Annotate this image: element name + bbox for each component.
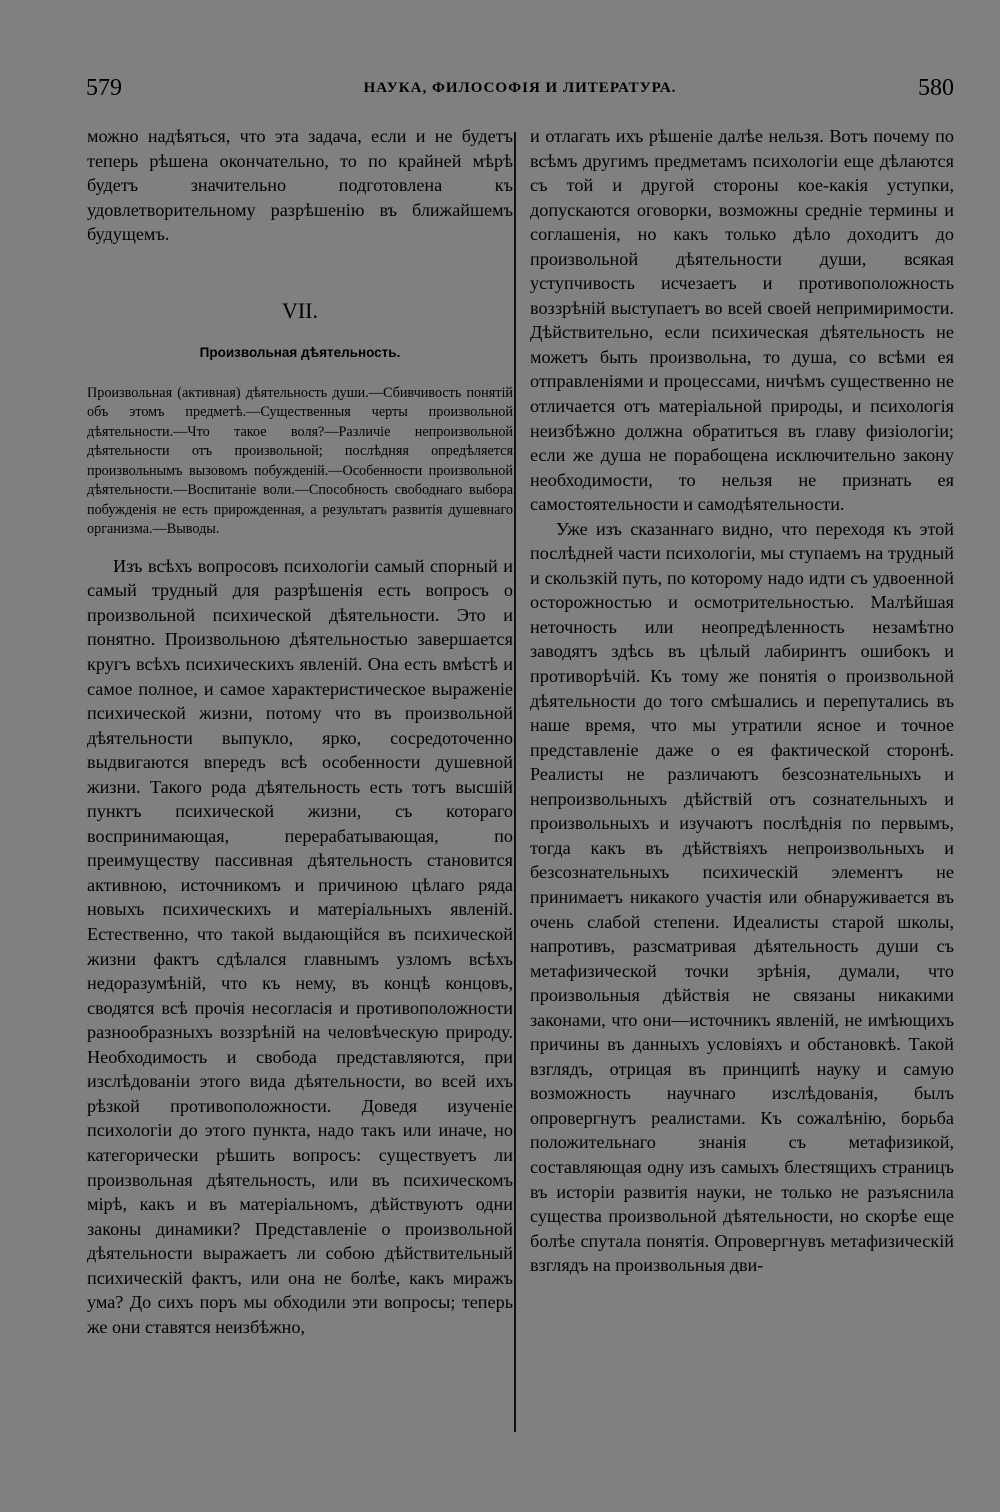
page-number-right: 580 [918,75,954,101]
chapter-number: VII. [281,297,319,323]
chapter-summary: Произвольная (активная) дѣятельность души.—Сбивчивость понятій объ этомъ предметѣ.—Существенныя черты произвольной дѣятельности.—Что такое воля?—Различіе непроизвольной дѣятельности отъ произвольной; послѣдняя опредѣляется произвольнымъ вызовомъ побужденій.—Особенности произвольной дѣятельности.—Воспитаніе воли.—Способность свободнаго выбора побужденія не есть прирожденная, а результатъ развитія душевнаго организма.—Выводы. [87,384,513,538]
left-column [87,124,513,1339]
right-column [530,124,954,1278]
chapter-title: Произвольная дѣятельность. [199,345,401,361]
body-paragraph-right-1: и отлагать ихъ рѣшеніе далѣе нельзя. Вотъ почему по всѣмъ другимъ предметамъ психологіи еще дѣлаются съ той и другой стороны кое-какія уступки, допускаются оговорки, возможны средніе термины и соглашенія, но какъ только дѣло доходитъ до произвольной дѣятельности души, всякая уступчивость исчезаетъ и противоположность воззрѣній выступаетъ во всей своей непримиримости. Дѣйствительно, если психическая дѣятельность не можетъ быть произвольна, то душа, со всѣми ея отправленіями и процессами, ничѣмъ существенно не отличается отъ матеріальной природы, и психологія неизбѣжно должна обратиться въ главу физіологіи; если же душа не порабощена исключительно закону необходимости, то нельзя не признать ея самостоятельности и самодѣятельности. [530,126,954,515]
page-number-left: 579 [86,75,122,101]
running-title: НАУКА, ФИЛОСОФІЯ И ЛИТЕРАТУРА. [363,80,677,96]
running-head [86,74,954,104]
opening-paragraph: можно надѣяться, что эта задача, если и не будетъ теперь рѣшена окончательно, то по крайней мѣрѣ будетъ значительно подготовлена къ удовлетворительному разрѣшенію въ ближайшемъ будущемъ. [87,126,513,245]
body-paragraph-right-2: Уже изъ сказаннаго видно, что переходя къ этой послѣдней части психологіи, мы ступаемъ на трудный и скользкій путь, по которому надо идти съ удвоенной осторожностью и осмотрительностью. Малѣйшая неточность или неопредѣленность незамѣтно заводятъ здѣсь въ цѣлый лабиринтъ ошибокъ и противорѣчій. Къ тому же понятія о произвольной дѣятельности до того смѣшались и перепутались въ наше время, что мы утратили ясное и точное представленіе даже о ея фактической сторонѣ. Реалисты не различаютъ безсознательныхъ и непроизвольныхъ дѣйствій отъ сознательныхъ и произвольныхъ и изучаютъ послѣднія по первымъ, тогда какъ въ дѣйствіяхъ непроизвольныхъ и безсознательныхъ психическій элементъ не принимаетъ никакого участія или обнаруживается въ очень слабой степени. Идеалисты старой школы, напротивъ, разсматривая дѣятельность души съ метафизической точки зрѣнія, думали, что произвольныя дѣйствія не связаны никакими законами, что они—источникъ явленій, не имѣющихъ причины въ данныхъ условіяхъ и обстановкѣ. Такой взглядъ, отрицая въ принципѣ науку и самую возможность научнаго изслѣдованія, былъ опровергнутъ реалистами. Къ сожалѣнію, борьба положительнаго знанія съ метафизикой, составляющая одну изъ самыхъ блестящихъ страницъ въ исторіи развитія науки, не только не разъяснила существа произвольной дѣятельности, но скорѣе еще болѣе спутала понятія. Опровергнувъ метафизическій взглядъ на произвольныя дви- [530,518,954,1276]
column-divider [514,132,516,1432]
body-paragraph-left: Изъ всѣхъ вопросовъ психологіи самый спорный и самый трудный для разрѣшенія есть вопросъ о произвольной психической дѣятельности. Это и понятно. Произвольною дѣятельностью завершается кругъ всѣхъ психическихъ явленій. Она есть вмѣстѣ и самое полное, и самое характеристическое выраженіе психической жизни, потому что въ произвольной дѣятельности выпукло, ярко, сосредоточенно выдвигаются впередъ всѣ особенности душевной жизни. Такого рода дѣятельность есть тотъ высшій пунктъ психической жизни, съ котораго воспринимающая, перерабатывающая, по преимуществу пассивная дѣятельность становится активною, источникомъ и причиною цѣлаго ряда новыхъ психическихъ и матеріальныхъ явленій. Естественно, что такой выдающійся въ психической жизни фактъ сдѣлался главнымъ узломъ всѣхъ недоразумѣній, что къ нему, въ концѣ концовъ, сводятся всѣ прочія несогласія и противоположности разнообразныхъ воззрѣній на человѣческую природу. Необходимость и свобода представляются, при изслѣдованіи этого вида дѣятельности, во всей ихъ рѣзкой противоположности. Доведя изученіе психологіи до этого пункта, надо такъ или иначе, но категорически рѣшить вопросъ: существуетъ ли произвольная дѣятельность, или въ психическомъ мірѣ, какъ и въ матеріальномъ, дѣйствуютъ одни законы динамики? Представленіе о произвольной дѣятельности выражаетъ ли собою дѣйствительный психическій фактъ, или она не болѣе, какъ миражъ ума? До сихъ поръ мы обходили эти вопросы; теперь же они ставятся неизбѣжно, [87,555,513,1337]
